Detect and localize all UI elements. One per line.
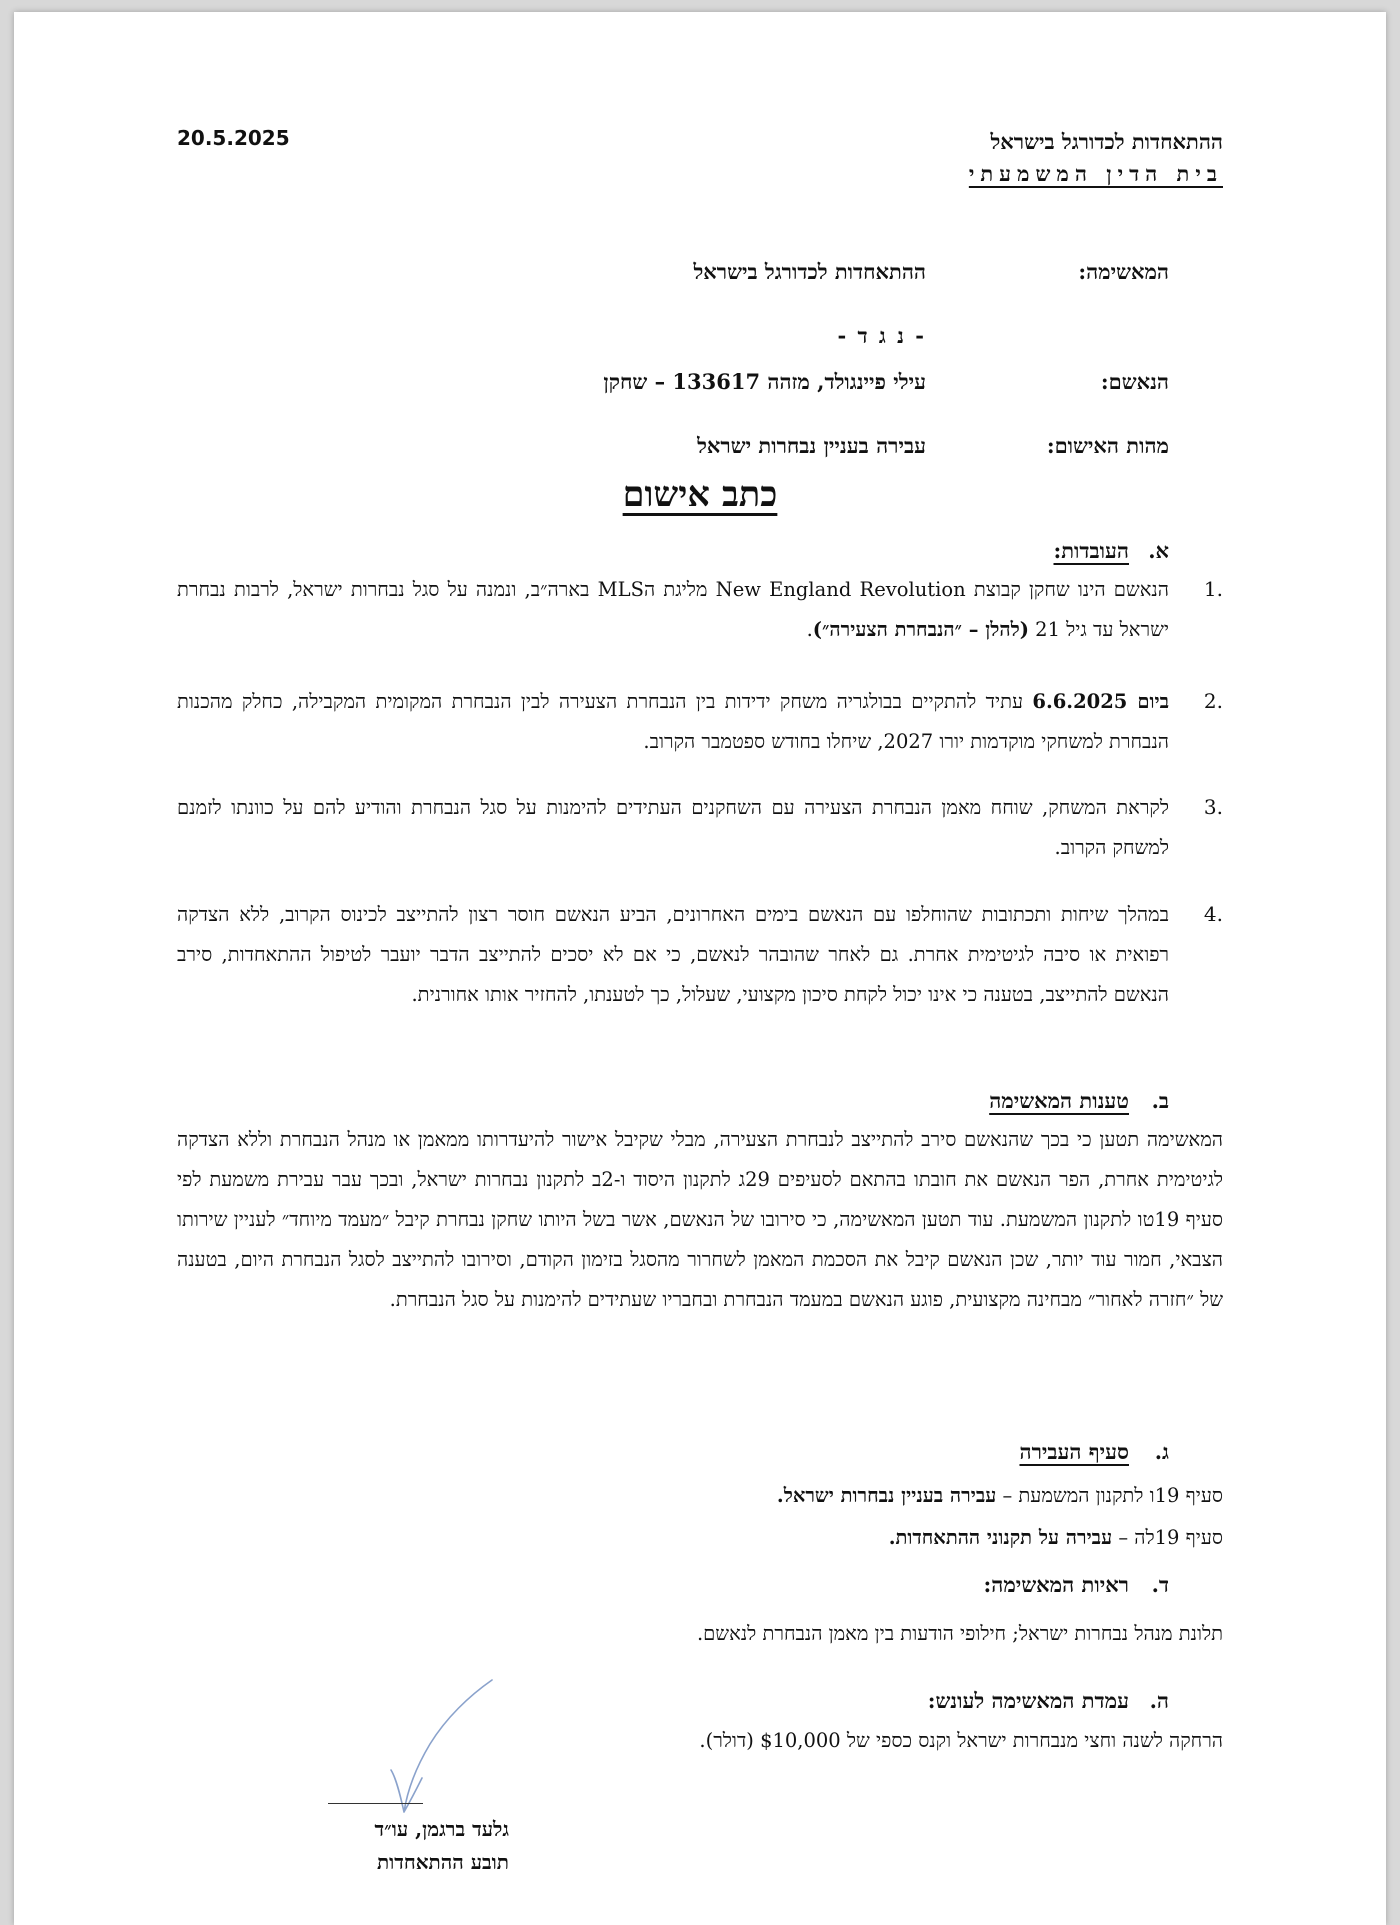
section-b-heading: [989, 1088, 1169, 1114]
organization-header: [969, 126, 1223, 190]
item-1-text-a: הנאשם הינו שחקן קבוצת: [965, 578, 1169, 601]
item-1-team: New England Revolution: [715, 578, 966, 601]
section-d-heading: [984, 1572, 1169, 1598]
prosecutor-label: המאשימה:: [1078, 259, 1169, 284]
sentence-request-text: הרחקה לשנה וחצי מנבחרות ישראל וקנס כספי של $10,000 (דולר).: [699, 1729, 1223, 1752]
item-4-text: במהלך שיחות ותכתובות שהוחלפו עם הנאשם בימים האחרונים, הביע הנאשם חוסר רצון להתייצב לכינוס הקרוב, ללא הצדקה רפואית או סיבה לגיטימית אחרת. גם לאחר שהובהר לנאשם, כי אם לא יסכים להתייצב הדבר יועבר לטיפול ההתאחדות, סירב הנאשם להתייצב, בטענה כי אינו יכול לקחת סיכון מקצועי, שעלול, כך לטענתו, להחזיר אותו אחורנית.: [177, 903, 1169, 1006]
offense-clause-2: [889, 1526, 1223, 1550]
section-b-title: טענות המאשימה: [989, 1088, 1129, 1113]
offense-clause-2-name: עבירה על תקנוני ההתאחדות.: [888, 1526, 1113, 1549]
document-page: [14, 12, 1386, 1925]
signature-line: [328, 1803, 423, 1804]
signature-mark-icon: [364, 1674, 514, 1824]
offense-clause-1-name: עבירה בעניין נבחרות ישראל.: [776, 1484, 997, 1507]
document-title: [14, 474, 1386, 515]
item-4-number: 4.: [1203, 902, 1223, 926]
section-e-letter: ה.: [1149, 1688, 1169, 1713]
signer-role: תובע ההתאחדות: [376, 1850, 509, 1874]
section-b-letter: ב.: [1151, 1088, 1169, 1113]
offense-clause-2-ref: סעיף 19לה –: [1112, 1526, 1223, 1549]
item-1-text: [177, 570, 1169, 650]
offense-clause-1-ref: סעיף 19ו לתקנון המשמעת –: [996, 1484, 1223, 1507]
item-2-number: 2.: [1203, 689, 1223, 713]
offense-clause-1: [777, 1484, 1223, 1508]
defendant-label: הנאשם:: [1100, 369, 1169, 394]
document-title-text: כתב אישום: [622, 474, 778, 515]
section-c-letter: ג.: [1154, 1439, 1169, 1464]
item-2-body: עתיד להתקיים בבולגריה משחק ידידות בין הנבחרת הצעירה לבין הנבחרת המקומית המקבילה, כחלק מהכנות הנבחרת למשחקי מוקדמות יורו 2027, שיחלו בחודש ספטמבר הקרוב.: [177, 690, 1169, 753]
versus-label: - נ ג ד -: [837, 323, 926, 348]
charge-label: מהות האישום:: [1046, 433, 1169, 458]
court-name: בית הדין המשמעתי: [968, 161, 1223, 186]
item-3-text: לקראת המשחק, שוחח מאמן הנבחרת הצעירה עם השחקנים העתידים להימנות על סגל הנבחרת והודיע להם על כוונתו לזמנם למשחק הקרוב.: [177, 796, 1169, 859]
section-d-title: ראיות המאשימה:: [983, 1572, 1129, 1597]
section-e-heading: [928, 1688, 1169, 1714]
signature-block: [314, 1813, 509, 1879]
evidence-text: תלונת מנהל נבחרות ישראל; חילופי הודעות בין מאמן הנבחרת לנאשם.: [696, 1622, 1223, 1645]
charge-value: עבירה בעניין נבחרות ישראל: [697, 433, 926, 458]
section-a-title: העובדות:: [1053, 538, 1129, 563]
section-d-letter: ד.: [1151, 1572, 1169, 1597]
section-b-text: המאשימה תטען כי בכך שהנאשם סירב להתייצב לנבחרת הצעירה, מבלי שקיבל אישור להיעדרותו ממאמן או מנהל הנבחרת וללא הצדקה לגיטימית אחרת, הפר הנאשם את חובתו בהתאם לסעיפים 29ג לתקנון היסוד ו-2ב לתקנון נבחרות ישראל, ובכך עבר עבירת משמעת לפי סעיף 19טו לתקנון המשמעת. עוד תטען המאשימה, כי סירובו של הנאשם, אשר בשל היותו שחקן נבחרת קיבל ״מעמד מיוחד״ לעניין שירותו הצבאי, חמור עוד יותר, שכן הנאשם קיבל את הסכמת המאמן לשחרור מהסגל בזימון הקודם, וסירובו להתייצב לסגל הנבחרת היום, בטענה של ״חזרה לאחור״ מבחינה מקצועית, פוגע הנאשם במעמד הנבחרת ובחבריו שעתידים להימנות על סגל הנבחרת.: [177, 1128, 1224, 1311]
item-3-number: 3.: [1203, 795, 1223, 819]
section-e-title: עמדת המאשימה לעונש:: [927, 1688, 1129, 1713]
defendant-value: עילי פיינגולד, מזהה 133617 – שחקן: [603, 369, 926, 394]
item-2-text: [177, 682, 1169, 762]
item-1-text-b: מליגת הMLS בארה״ב, ונמנה על סגל נבחרות ישראל, לרבות נבחרת ישראל עד גיל 21: [177, 578, 1169, 641]
section-c-title: סעיף העבירה: [1019, 1439, 1129, 1464]
section-a-letter: א.: [1148, 538, 1169, 563]
item-1-number: 1.: [1203, 577, 1223, 601]
signer-name: גלעד ברגמן, עו״ד: [374, 1817, 509, 1841]
organization-name: ההתאחדות לכדורגל בישראל: [990, 129, 1223, 154]
item-2-date: ביום 6.6.2025: [1032, 690, 1169, 713]
section-c-heading: [1019, 1439, 1169, 1465]
item-1-definition: (להלן – ״הנבחרת הצעירה״): [812, 618, 1029, 641]
prosecutor-value: ההתאחדות לכדורגל בישראל: [693, 259, 926, 284]
section-a-heading: [1054, 538, 1170, 564]
document-date: 20.5.2025: [177, 126, 290, 150]
item-1-end: .: [806, 618, 813, 641]
